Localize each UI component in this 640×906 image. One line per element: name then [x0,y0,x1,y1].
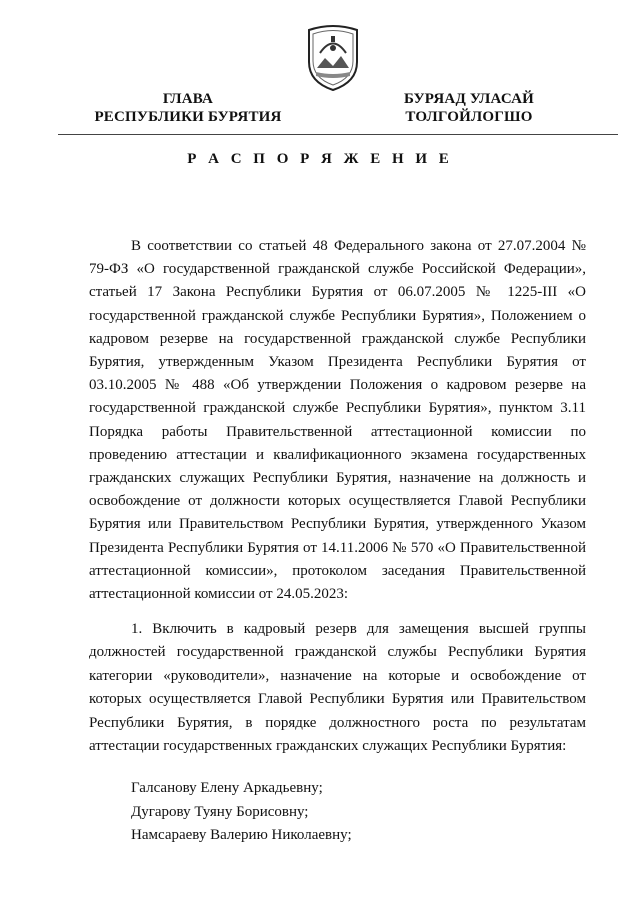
issuer-title-russian [88,90,288,126]
issuer-title-line: ТОЛГОЙЛОГШО [405,109,533,125]
coat-of-arms-emblem [303,20,363,92]
reserve-names-list [131,777,352,848]
list-item: Намсараеву Валерию Николаевну; [131,827,352,844]
issuer-title-line: БУРЯАД УЛАСАЙ [403,91,535,107]
document-title: Р А С П О Р Я Ж Е Н И Е [187,151,453,167]
preamble-text: В соответствии со статьей 48 Федерального закона от 27.07.2004 № 79-ФЗ «О государственной гражданской службе Российской Федерации», статьей 17 Закона Республики Бурятия от 06.07.2005 № 1225-III «О государственной гражданской службе Республики Бурятия», Положением о кадровом резерве на государственной гражданской службе Республики Бурятия, утвержденным Указом Президента Республики Бурятия от 03.10.2005 № 488 «Об утверждении Положения о кадровом резерве на государственной гражданской службе Республики Бурятия», пунктом 3.11 Порядка работы Правительственной аттестационной комиссии по проведению аттестации и квалификационного экзамена государственных гражданских служащих Республики Бурятия, назначение на должность и освобождение от должности которых осуществляется Главой Республики Бурятия или Правительством Республики Бурятия, утвержденного Указом Президента Республики Бурятия от 14.11.2006 № 570 «О Правительственной аттестационной комиссии», протоколом заседания Правительственной аттестационной комиссии от 24.05.2023: [89,238,586,603]
preamble-paragraph [89,235,586,606]
issuer-title-line: РЕСПУБЛИКИ БУРЯТИЯ [94,109,282,125]
list-item: Дугарову Туяну Борисовну; [131,803,309,820]
issuer-title-buryat [384,90,554,126]
header-divider [58,134,618,135]
issuer-title-line: ГЛАВА [162,91,214,107]
order-item-1 [89,618,586,758]
order-item-1-text: 1. Включить в кадровый резерв для замещения высшей группы должностей государственной гражданской службы Республики Бурятия категории «руководители», назначение на которые и освобождение от которых осуществляется Главой Республики Бурятия или Правительством Республики Бурятия, в порядке должностного роста по результатам аттестации государственных гражданских служащих Республики Бурятия: [89,621,586,755]
list-item: Галсанову Елену Аркадьевну; [131,780,323,796]
